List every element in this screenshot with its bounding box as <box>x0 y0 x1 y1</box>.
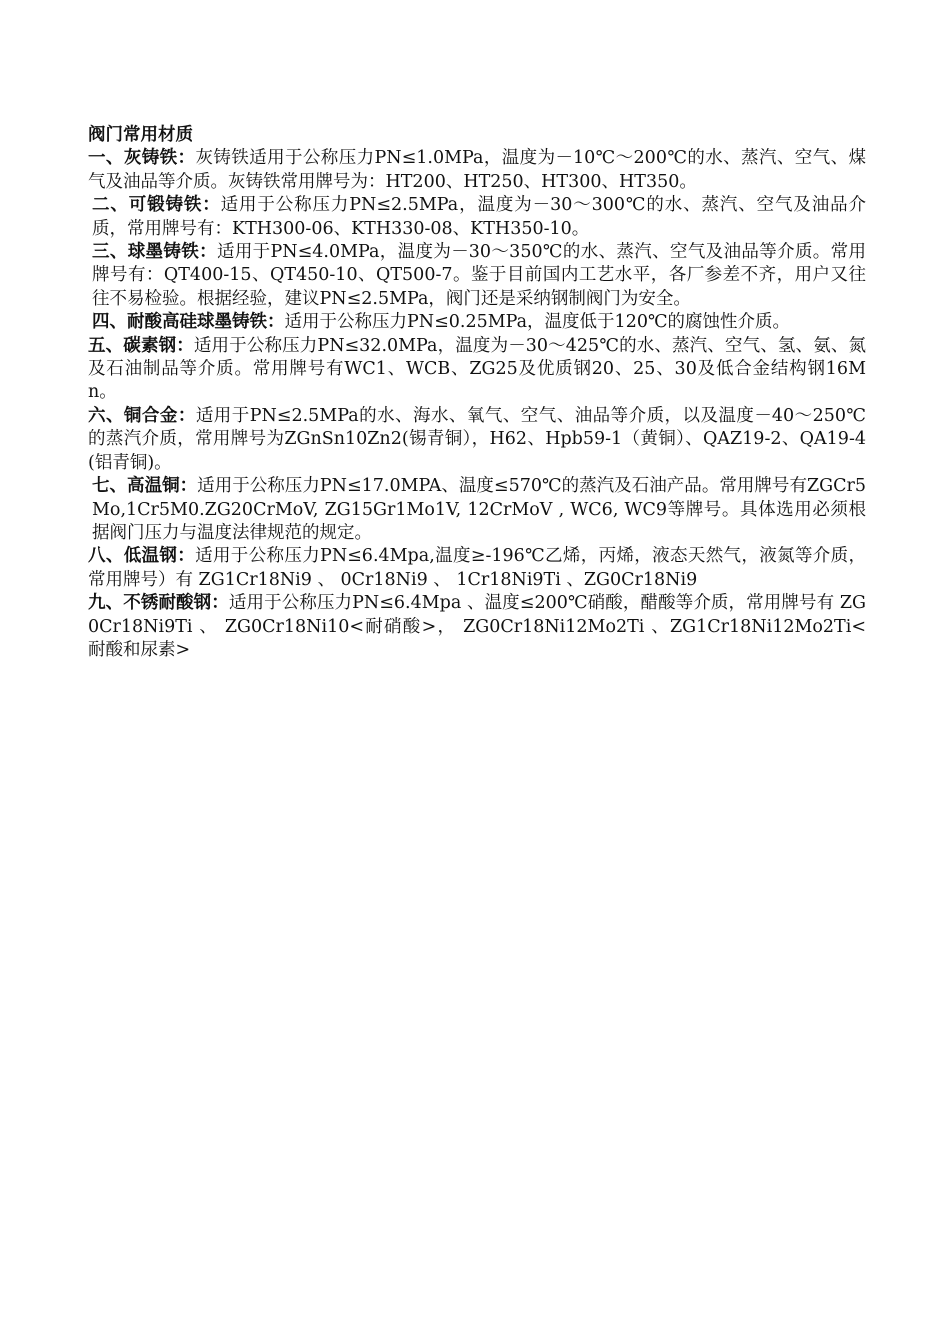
document-page <box>88 124 866 662</box>
section-carbon-steel <box>88 335 866 405</box>
section-gray-cast-iron <box>88 147 866 194</box>
section-heading: 二、可锻铸铁： <box>92 195 221 216</box>
section-body: 灰铸铁适用于公称压力PN≤1.0MPa，温度为－10℃～200℃的水、蒸汽、空气、煤气及油品等介质。灰铸铁常用牌号为：HT200、HT250、HT300、HT350。 <box>88 148 867 192</box>
section-heading: 四、耐酸高硅球墨铸铁： <box>92 312 285 333</box>
section-heading: 九、不锈耐酸钢： <box>88 593 229 614</box>
section-body: 适用于公称压力PN≤2.5MPa，温度为－30～300℃的水、蒸汽、空气及油品介质，常用牌号有：KTH300-06、KTH330-08、KTH350-10。 <box>92 195 866 239</box>
section-acid-resistant-high-silicon-ductile-iron <box>88 311 866 334</box>
section-body: 适用于公称压力PN≤6.4Mpa,温度≥-196℃乙烯，丙烯，液态天然气，液氮等介质，常用牌号）有 ZG1Cr18Ni9 、 0Cr18Ni9 、 1Cr18Ni9Ti 、ZG0Cr18Ni9 <box>88 546 866 590</box>
section-body: 适用于公称压力PN≤32.0MPa，温度为－30～425℃的水、蒸汽、空气、氢、氨、氮及石油制品等介质。常用牌号有WC1、WCB、ZG25及优质钢20、25、30及低合金结构钢16Mn。 <box>88 335 866 403</box>
section-malleable-cast-iron <box>88 194 866 241</box>
section-high-temperature-steel <box>88 475 866 545</box>
section-copper-alloy <box>88 405 866 475</box>
section-heading: 六、铜合金： <box>88 405 196 426</box>
section-heading: 八、低温钢： <box>88 546 196 567</box>
section-body: 适用于公称压力PN≤6.4Mpa 、温度≤200℃硝酸，醋酸等介质，常用牌号有 ZG0Cr18Ni9Ti 、 ZG0Cr18Ni10<耐硝酸>， ZG0Cr18Ni12Mo2Ti 、ZG1Cr18Ni12Mo2Ti<耐酸和尿素> <box>88 593 867 660</box>
section-heading: 五、碳素钢： <box>88 335 194 356</box>
section-ductile-iron <box>88 241 866 311</box>
section-body: 适用于PN≤2.5MPa的水、海水、氧气、空气、油品等介质，以及温度－40～250℃的蒸汽介质，常用牌号为ZGnSn10Zn2(锡青铜），H62、Hpb59-1（黄铜）、QAZ19-2、QA19-4(铝青铜)。 <box>88 405 867 473</box>
section-heading: 七、高温铜： <box>92 476 198 497</box>
section-body: 适用于PN≤4.0MPa，温度为－30～350℃的水、蒸汽、空气及油品等介质。常用牌号有：QT400-15、QT450-10、QT500-7。鉴于目前国内工艺水平，各厂参差不齐，用户又往往不易检验。根据经验，建议PN≤2.5MPa，阀门还是采纳钢制阀门为安全。 <box>92 242 866 309</box>
section-stainless-acid-resistant-steel <box>88 592 866 662</box>
section-body: 适用于公称压力PN≤17.0MPA、温度≤570℃的蒸汽及石油产品。常用牌号有ZGCr5Mo,1Cr5M0.ZG20CrMoV, ZG15Gr1Mo1V, 12CrMoV , WC6, WC9等牌号。具体选用必须根据阀门压力与温度法律规范的规定。 <box>92 476 867 543</box>
section-low-temperature-steel <box>88 545 866 592</box>
section-heading: 三、球墨铸铁： <box>92 242 217 263</box>
section-body: 适用于公称压力PN≤0.25MPa，温度低于120℃的腐蚀性介质。 <box>284 312 791 333</box>
section-heading: 一、灰铸铁： <box>88 148 196 169</box>
document-title: 阀门常用材质 <box>88 125 193 145</box>
